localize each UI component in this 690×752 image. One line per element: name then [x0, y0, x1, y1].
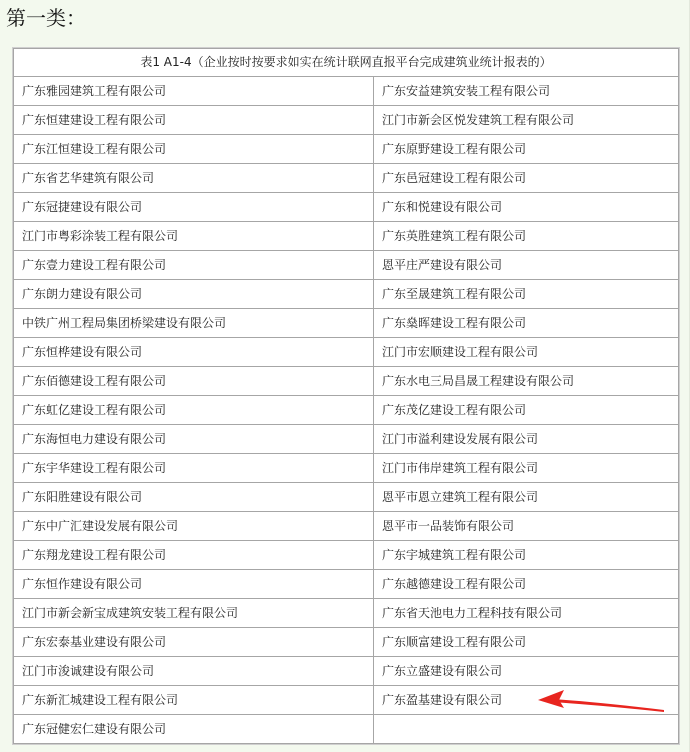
company-name-right: 广东顺富建设工程有限公司	[374, 628, 679, 657]
table-row	[14, 454, 679, 483]
table-row	[14, 222, 679, 251]
company-name-right: 广东宇城建筑工程有限公司	[374, 541, 679, 570]
table-row	[14, 715, 679, 744]
table-row	[14, 106, 679, 135]
table-row	[14, 570, 679, 599]
company-name-right: 广东燊晖建设工程有限公司	[374, 309, 679, 338]
table-row	[14, 77, 679, 106]
company-name-left: 广东恒建建设工程有限公司	[14, 106, 374, 135]
company-name-left: 江门市新会新宝成建筑安装工程有限公司	[14, 599, 374, 628]
company-name-left: 广东宇华建设工程有限公司	[14, 454, 374, 483]
company-name-left: 广东冠健宏仁建设有限公司	[14, 715, 374, 744]
company-name-right: 广东省天池电力工程科技有限公司	[374, 599, 679, 628]
company-name-right: 江门市宏顺建设工程有限公司	[374, 338, 679, 367]
company-name-right: 恩平市恩立建筑工程有限公司	[374, 483, 679, 512]
company-name-right: 江门市溢利建设发展有限公司	[374, 425, 679, 454]
company-name-right	[374, 715, 679, 744]
company-name-right: 恩平庄严建设有限公司	[374, 251, 679, 280]
table-row	[14, 280, 679, 309]
company-name-right: 江门市伟岸建筑工程有限公司	[374, 454, 679, 483]
table-row	[14, 309, 679, 338]
table-row	[14, 599, 679, 628]
company-name-left: 广东新汇城建设工程有限公司	[14, 686, 374, 715]
table-row	[14, 396, 679, 425]
company-name-right: 广东至晟建筑工程有限公司	[374, 280, 679, 309]
company-name-right: 广东水电三局昌晟工程建设有限公司	[374, 367, 679, 396]
table-row	[14, 164, 679, 193]
company-name-left: 广东江恒建设工程有限公司	[14, 135, 374, 164]
company-name-left: 江门市粤彩涂装工程有限公司	[14, 222, 374, 251]
company-name-right: 广东立盛建设有限公司	[374, 657, 679, 686]
table-row	[14, 338, 679, 367]
table-row	[14, 251, 679, 280]
table-caption-row	[14, 49, 679, 77]
company-name-left: 中铁广州工程局集团桥梁建设有限公司	[14, 309, 374, 338]
company-name-right: 广东原野建设工程有限公司	[374, 135, 679, 164]
table-row	[14, 541, 679, 570]
company-name-left: 广东佰德建设工程有限公司	[14, 367, 374, 396]
company-name-left: 广东阳胜建设有限公司	[14, 483, 374, 512]
company-name-left: 广东虹亿建设工程有限公司	[14, 396, 374, 425]
company-table	[13, 48, 679, 744]
company-name-left: 广东冠捷建设有限公司	[14, 193, 374, 222]
table-row	[14, 193, 679, 222]
company-name-left: 广东朗力建设有限公司	[14, 280, 374, 309]
company-name-right: 广东越德建设工程有限公司	[374, 570, 679, 599]
company-name-left: 广东中广汇建设发展有限公司	[14, 512, 374, 541]
company-name-left: 广东雅园建筑工程有限公司	[14, 77, 374, 106]
table-row	[14, 135, 679, 164]
table-row	[14, 367, 679, 396]
company-name-left: 广东翔龙建设工程有限公司	[14, 541, 374, 570]
company-name-left: 广东宏泰基业建设有限公司	[14, 628, 374, 657]
company-name-right: 广东安益建筑安装工程有限公司	[374, 77, 679, 106]
company-name-left: 广东海恒电力建设有限公司	[14, 425, 374, 454]
table-caption: 表1 A1-4（企业按时按要求如实在统计联网直报平台完成建筑业统计报表的）	[14, 49, 679, 77]
table-row	[14, 512, 679, 541]
company-name-right: 恩平市一品装饰有限公司	[374, 512, 679, 541]
company-name-right: 江门市新会区悦发建筑工程有限公司	[374, 106, 679, 135]
company-name-right: 广东邑冠建设工程有限公司	[374, 164, 679, 193]
section-heading: 第一类：	[6, 6, 86, 30]
company-name-right: 广东盈基建设有限公司	[374, 686, 679, 715]
company-name-left: 广东恒桦建设有限公司	[14, 338, 374, 367]
company-name-left: 江门市浚诚建设有限公司	[14, 657, 374, 686]
table-row	[14, 628, 679, 657]
company-table-frame	[12, 47, 680, 745]
company-name-left: 广东省艺华建筑有限公司	[14, 164, 374, 193]
company-name-right: 广东英胜建筑工程有限公司	[374, 222, 679, 251]
company-name-left: 广东恒作建设有限公司	[14, 570, 374, 599]
company-name-right: 广东茂亿建设工程有限公司	[374, 396, 679, 425]
table-row	[14, 425, 679, 454]
table-row	[14, 657, 679, 686]
company-name-left: 广东壹力建设工程有限公司	[14, 251, 374, 280]
company-name-right: 广东和悦建设有限公司	[374, 193, 679, 222]
table-row	[14, 686, 679, 715]
table-row	[14, 483, 679, 512]
